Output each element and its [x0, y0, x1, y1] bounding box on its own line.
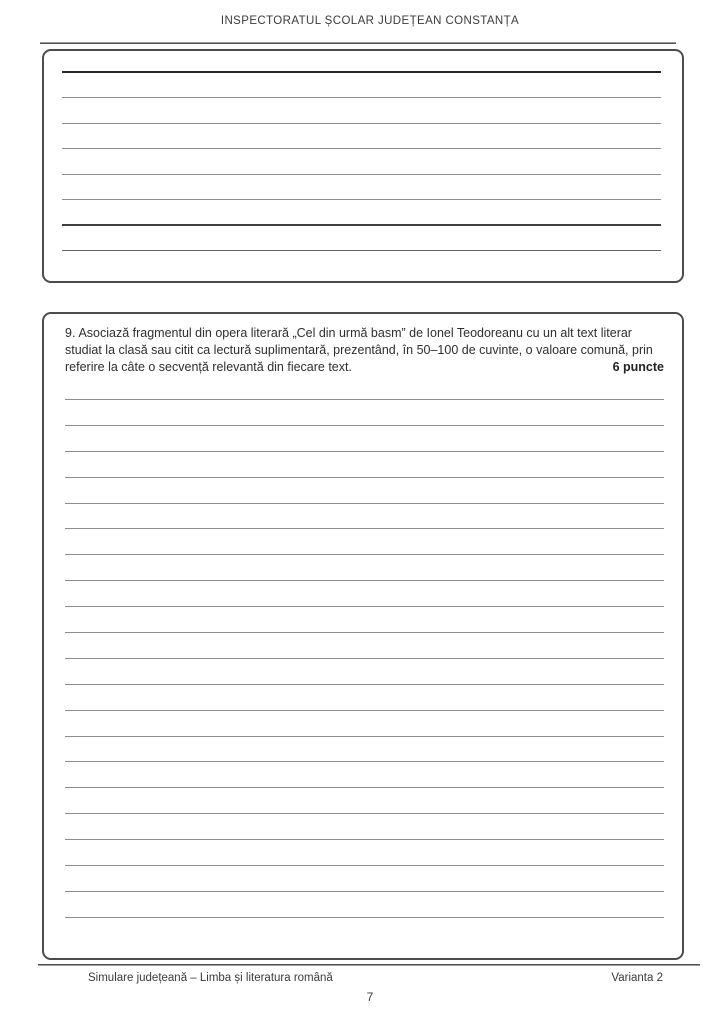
answer-line: [65, 685, 664, 711]
answer-line: [65, 840, 664, 866]
answer-line: [65, 788, 664, 814]
answer-line: [65, 478, 664, 504]
answer-line: [65, 504, 664, 530]
answer-line: [62, 200, 661, 226]
answer-line: [65, 555, 664, 581]
answer-line: [62, 73, 661, 99]
answer-box-1: [42, 49, 684, 283]
answer-line: [65, 814, 664, 840]
answer-line: [62, 149, 661, 175]
answer-line: [65, 376, 664, 400]
answer-lines-group-2: [65, 376, 664, 918]
question-text: Asociază fragmentul din opera literară „Cel din urmă basm” de Ionel Teodoreanu cu un alt text literar studiat la clasă sau citit ca lectură suplimentară, prezentând, în 50–100 de cuvinte, o valoare comună, prin referire la câte o secvență relevantă din fiecare text.: [65, 326, 653, 374]
answer-line: [62, 98, 661, 124]
answer-line: [65, 659, 664, 685]
question-number: 9.: [65, 326, 76, 340]
page-header-title: INSPECTORATUL ȘCOLAR JUDEȚEAN CONSTANȚA: [220, 15, 520, 27]
answer-line: [65, 581, 664, 607]
footer-exam-title: Simulare județeană – Limba și literatura română: [88, 972, 333, 984]
answer-line: [65, 892, 664, 918]
answer-line: [62, 175, 661, 201]
answer-line: [65, 400, 664, 426]
answer-lines-group-1: [62, 51, 661, 251]
answer-line: [62, 51, 661, 73]
answer-line: [65, 711, 664, 737]
answer-line: [65, 762, 664, 788]
answer-line: [65, 426, 664, 452]
answer-line: [62, 124, 661, 150]
page-footer: [40, 972, 700, 984]
answer-line: [65, 529, 664, 555]
answer-line: [65, 633, 664, 659]
answer-line: [65, 607, 664, 633]
footer-divider: [38, 964, 700, 966]
answer-line: [62, 226, 661, 252]
page-number: 7: [366, 990, 374, 1004]
answer-line: [65, 737, 664, 763]
question-box: [42, 312, 684, 960]
points-label: 6 puncte: [612, 360, 664, 374]
footer-variant-label: Varianta 2: [611, 972, 663, 984]
header-divider: [40, 42, 676, 44]
answer-line: [65, 866, 664, 892]
answer-line: [65, 452, 664, 478]
question-statement: [65, 323, 664, 376]
